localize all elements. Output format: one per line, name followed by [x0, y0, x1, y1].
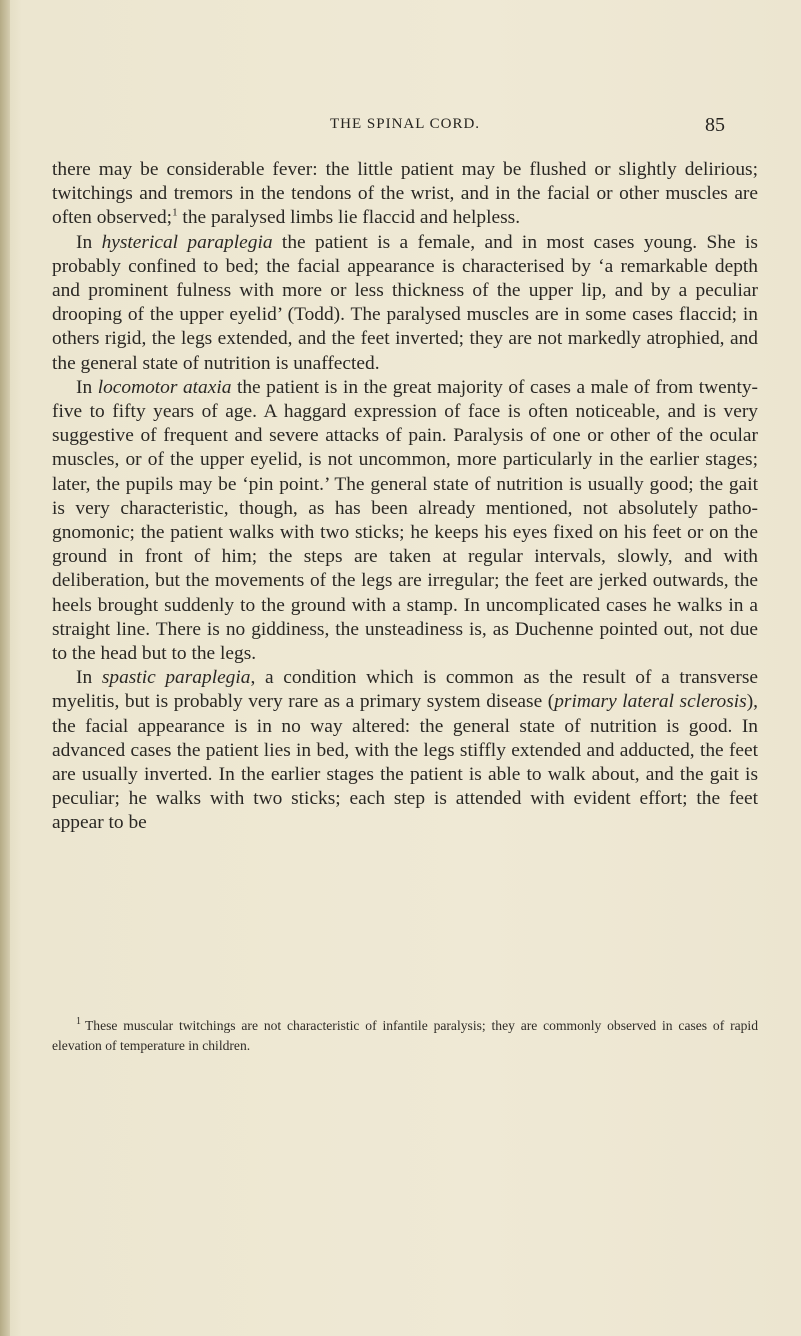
- paragraph-text: ), the facial appearance is in no way altered: the general state of nutrition is good. In advanced cases the patient lies in bed, with the legs stiffly extended and adducted, the feet are usually inverted. In the earlier stages the patient is able to walk about, and the gait is peculiar; he walks with two sticks; each step is attended with evident effort; the feet appear to be: [52, 691, 758, 834]
- paragraph-text: the patient is a female, and in most cases young. She is probably confined to bed; the facial appearance is characterised by ‘a remarkable depth and prominent fulness with more or less thickness of the upper lip, and by a peculiar drooping of the upper eyelid’ (Todd). The paralysed muscles are in some cases flaccid; in others rigid, the legs extended, and the feet inverted; they are not markedly atrophied, and the general state of nutrition is unaffected.: [52, 231, 758, 374]
- italic-term: locomotor ataxia: [97, 376, 232, 398]
- running-head: [0, 116, 801, 140]
- page-number: 85: [705, 114, 725, 136]
- italic-term: primary lateral sclerosis: [554, 691, 747, 713]
- paragraph-text: there may be considerable fever: the little patient may be flushed or slightly delirious; twitchings and tremors in the tendons of the wrist, and in the facial or other muscles are often observed;: [52, 159, 758, 229]
- paragraph-spastic-paraplegia: [52, 666, 758, 835]
- page-binding-edge: [0, 0, 10, 1336]
- italic-term: spastic paraplegia: [101, 667, 251, 689]
- footnote: [52, 1016, 758, 1056]
- footnote-reference: 1: [172, 206, 178, 219]
- running-title: THE SPINAL CORD.: [330, 116, 481, 132]
- paragraph-locomotor-ataxia: [52, 376, 758, 666]
- footnote-text: These muscular twitchings are not characteristic of infantile paralysis; they are commonly observed in cases of rapid elevation of temperature in children.: [52, 1018, 758, 1053]
- paragraph-text: In: [76, 667, 102, 689]
- italic-term: hysterical paraplegia: [101, 231, 273, 253]
- paragraph-hysterical-paraplegia: [52, 231, 758, 376]
- paragraph-text: the patient is in the great majority of cases a male of from twenty-five to fifty years of age. A haggard expression of face is often noticeable, and is very suggestive of frequent and severe attacks of pain. Paralysis of one or other of the ocular muscles, or of the upper eyelid, is not uncommon, more particularly in the earlier stages; later, the pupils may be ‘pin point.’ The general state of nutrition is usually good; the gait is very characteristic, though, as has been already mentioned, not absolutely patho-gnomonic; the patient walks with two sticks; he keeps his eyes fixed on his feet or on the ground in front of him; the steps are taken at regular intervals, slowly, and with deliberation, but the movements of the legs are irregular; the feet are jerked outwards, the heels brought suddenly to the ground with a stamp. In uncomplicated cases he walks in a straight line. There is no giddiness, the unsteadiness is, as Duchenne pointed out, not due to the head but to the legs.: [52, 376, 758, 665]
- paragraph-text: In: [76, 231, 102, 253]
- paragraph-text: the paralysed limbs lie flaccid and helpless.: [177, 207, 521, 229]
- paragraph-fever: [52, 158, 758, 231]
- paragraph-text: , a condition which is common as the result of a transverse myelitis, but is probably very rare as a primary system disease (: [52, 667, 758, 713]
- body-text: [52, 158, 758, 836]
- paragraph-text: In: [76, 376, 98, 398]
- footnote-number: 1: [76, 1016, 81, 1028]
